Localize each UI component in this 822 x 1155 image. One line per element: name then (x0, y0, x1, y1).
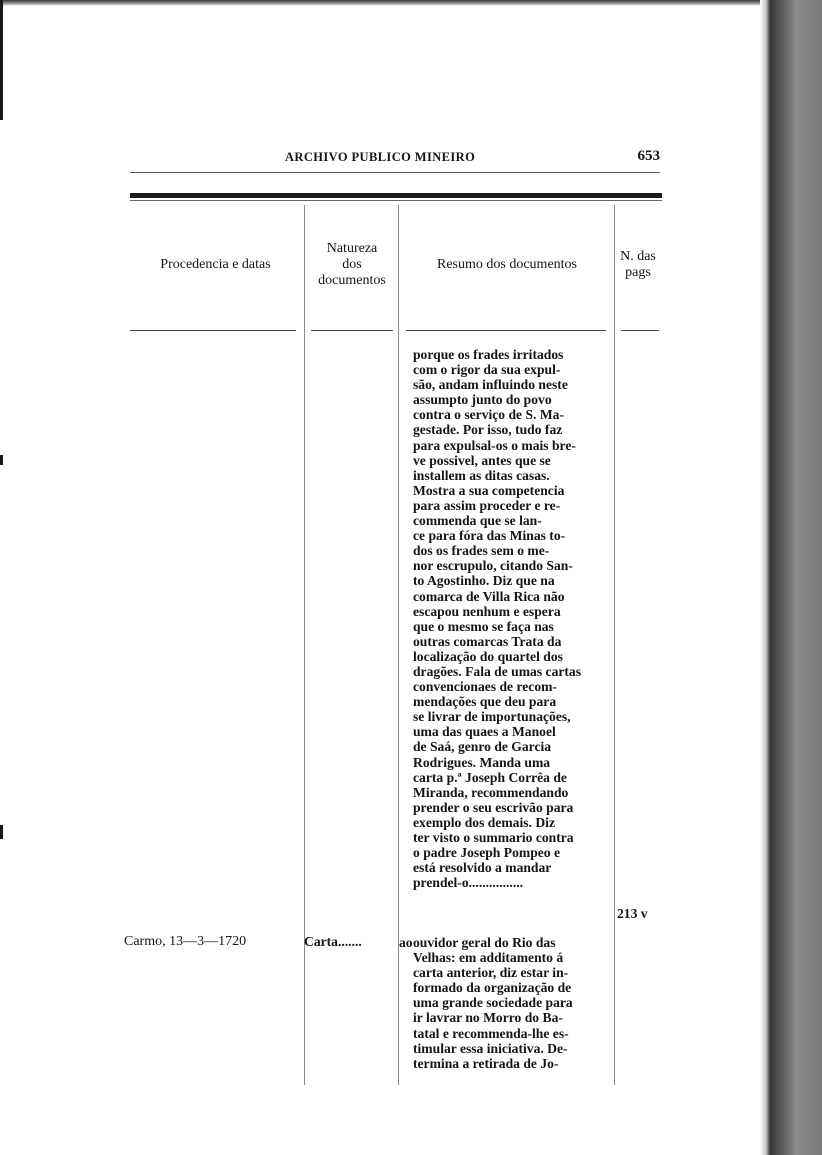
page-number: 653 (637, 148, 660, 164)
column-header-summary: Resumo dos documentos (437, 257, 577, 272)
column-divider (398, 205, 399, 1085)
scan-mark (0, 455, 3, 465)
origin-date: Carmo, 13—3—1720 (124, 934, 247, 949)
header-rule (130, 172, 660, 173)
summary-text: ouvidor geral do Rio das Velhas: em additamento á carta anterior, diz estar in- formado da organização de uma grande sociedade para ir lavrar no Morro do Ba- tatal e recommenda-lhe es- timular essa iniciativa. De- termina a retirada de Jo- (413, 935, 573, 1071)
page-left-edge (0, 0, 3, 120)
page-reference: 213 v (617, 906, 648, 921)
header-bottom-rule (406, 330, 606, 331)
column-header-pages: N. das pags (620, 249, 656, 280)
column-divider (304, 205, 305, 1085)
scan-mark (0, 825, 3, 839)
table-top-rule-thin (130, 200, 662, 201)
running-title: ARCHIVO PUBLICO MINEIRO (285, 150, 476, 164)
page-right-edge (760, 0, 822, 1155)
page-top-edge (0, 0, 780, 6)
column-header-origin: Procedencia e datas (160, 257, 271, 272)
running-head (130, 146, 660, 168)
column-divider (614, 205, 615, 1085)
column-header-nature: Natureza dos documentos (318, 241, 386, 288)
header-bottom-rule (311, 330, 393, 331)
header-bottom-rule (130, 330, 296, 331)
table-top-rule (130, 193, 662, 198)
summary-lead: ao (399, 935, 413, 950)
header-bottom-rule (621, 330, 659, 331)
document-nature: Carta....... (304, 934, 362, 949)
summary-text: porque os frades irritados com o rigor da sua expul- são, andam influindo neste assumpto junto do povo contra o serviço de S. Ma- gestade. Por isso, tudo faz para expulsal-os o mais bre- ve possivel, antes que se installem as ditas casas. Mostra a sua competencia para assim proceder e re- commenda que se lan- ce para fóra das Minas to- dos os frades sem o me- nor escrupulo, citando San- to Agostinho. Diz que na comarca de Villa Rica não escapou nenhum e espera que o mesmo se faça nas outras comarcas Trata da localização do quartel dos dragões. Fala de umas cartas convencionaes de recom- mendações que deu para se livrar de importunações, uma das quaes a Manoel de Saá, genro de Garcia Rodrigues. Manda uma carta p.ª Joseph Corrêa de Miranda, recommendando prender o seu escrivão para exemplo dos demais. Diz ter visto o summario contra o padre Joseph Pompeo e está resolvido a mandar prendel-o................ (413, 347, 582, 891)
